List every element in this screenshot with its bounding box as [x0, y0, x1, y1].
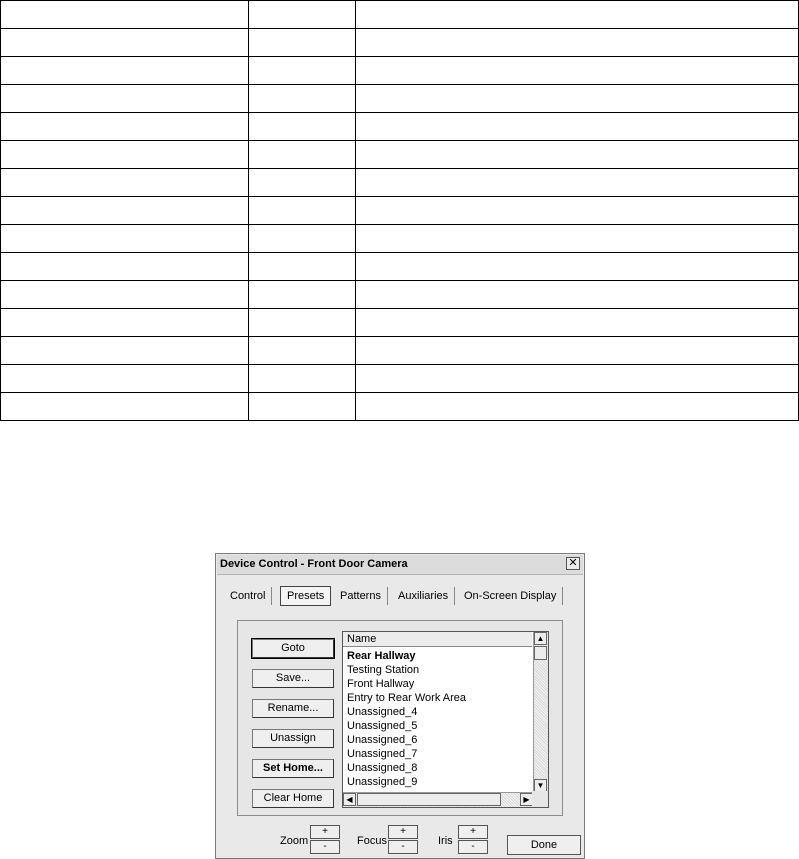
list-item[interactable]: Entry to Rear Work Area: [347, 692, 467, 704]
list-item[interactable]: Unassigned_9: [347, 776, 418, 788]
list-rows: [347, 649, 466, 789]
table-row: [1, 197, 799, 225]
horizontal-scroll-thumb[interactable]: [357, 793, 501, 806]
list-item[interactable]: Unassigned_8: [347, 762, 418, 774]
save-button[interactable]: Save...: [252, 669, 334, 688]
clear-home-button[interactable]: Clear Home: [252, 789, 334, 808]
close-icon: ✕: [568, 557, 578, 569]
vertical-scrollbar[interactable]: [533, 632, 548, 792]
tab-patterns[interactable]: Patterns: [334, 587, 388, 605]
table-row: [1, 113, 799, 141]
table-row: [1, 253, 799, 281]
column-header-name[interactable]: Name: [343, 632, 532, 647]
iris-label: Iris: [438, 835, 453, 847]
table-row: [1, 337, 799, 365]
goto-button[interactable]: Goto: [252, 639, 334, 658]
rename-button[interactable]: Rename...: [252, 699, 334, 718]
presets-panel: [237, 620, 563, 816]
table-row: [1, 365, 799, 393]
tab-auxiliaries[interactable]: Auxiliaries: [392, 587, 455, 605]
scroll-right-arrow-icon[interactable]: ▶: [520, 793, 533, 806]
scrollbar-corner: [532, 791, 548, 807]
table-row: [1, 169, 799, 197]
list-item[interactable]: Unassigned_7: [347, 748, 418, 760]
focus-label: Focus: [357, 835, 387, 847]
empty-table: [0, 0, 799, 421]
close-button[interactable]: [566, 557, 580, 570]
table-row: [1, 29, 799, 57]
list-item[interactable]: Rear Hallway: [347, 650, 416, 662]
scroll-up-arrow-icon[interactable]: ▲: [534, 632, 547, 645]
zoom-label: Zoom: [280, 835, 309, 847]
table-row: [1, 281, 799, 309]
table-row: [1, 225, 799, 253]
set-home-button[interactable]: Set Home...: [252, 759, 334, 778]
table-row: [1, 57, 799, 85]
scroll-left-arrow-icon[interactable]: ◀: [343, 793, 356, 806]
table-row: [1, 141, 799, 169]
unassign-button[interactable]: Unassign: [252, 729, 334, 748]
title-bar[interactable]: [217, 555, 583, 575]
dialog-title: Device Control - Front Door Camera: [220, 558, 408, 570]
iris-minus-button[interactable]: -: [458, 840, 488, 854]
table-row: [1, 393, 799, 421]
list-item[interactable]: Unassigned_6: [347, 734, 418, 746]
tab-bar: [224, 587, 574, 607]
zoom-plus-button[interactable]: +: [310, 825, 340, 839]
vertical-scroll-thumb[interactable]: [534, 646, 547, 660]
list-item[interactable]: Unassigned_4: [347, 706, 418, 718]
list-item[interactable]: Testing Station: [347, 664, 420, 676]
horizontal-scrollbar[interactable]: [343, 792, 533, 807]
table-row: [1, 85, 799, 113]
list-item[interactable]: Unassigned_5: [347, 720, 418, 732]
tab-on-screen-display[interactable]: On-Screen Display: [458, 587, 563, 605]
table-row: [1, 1, 799, 29]
table-row: [1, 309, 799, 337]
focus-minus-button[interactable]: -: [388, 840, 418, 854]
iris-plus-button[interactable]: +: [458, 825, 488, 839]
zoom-minus-button[interactable]: -: [310, 840, 340, 854]
tab-control[interactable]: Control: [224, 587, 272, 605]
done-button[interactable]: Done: [507, 835, 581, 855]
device-control-dialog: [215, 553, 585, 859]
list-item[interactable]: Front Hallway: [347, 678, 415, 690]
tab-presets[interactable]: Presets: [280, 586, 331, 606]
scroll-down-arrow-icon[interactable]: ▼: [534, 779, 547, 792]
presets-list[interactable]: [342, 631, 549, 808]
focus-plus-button[interactable]: +: [388, 825, 418, 839]
